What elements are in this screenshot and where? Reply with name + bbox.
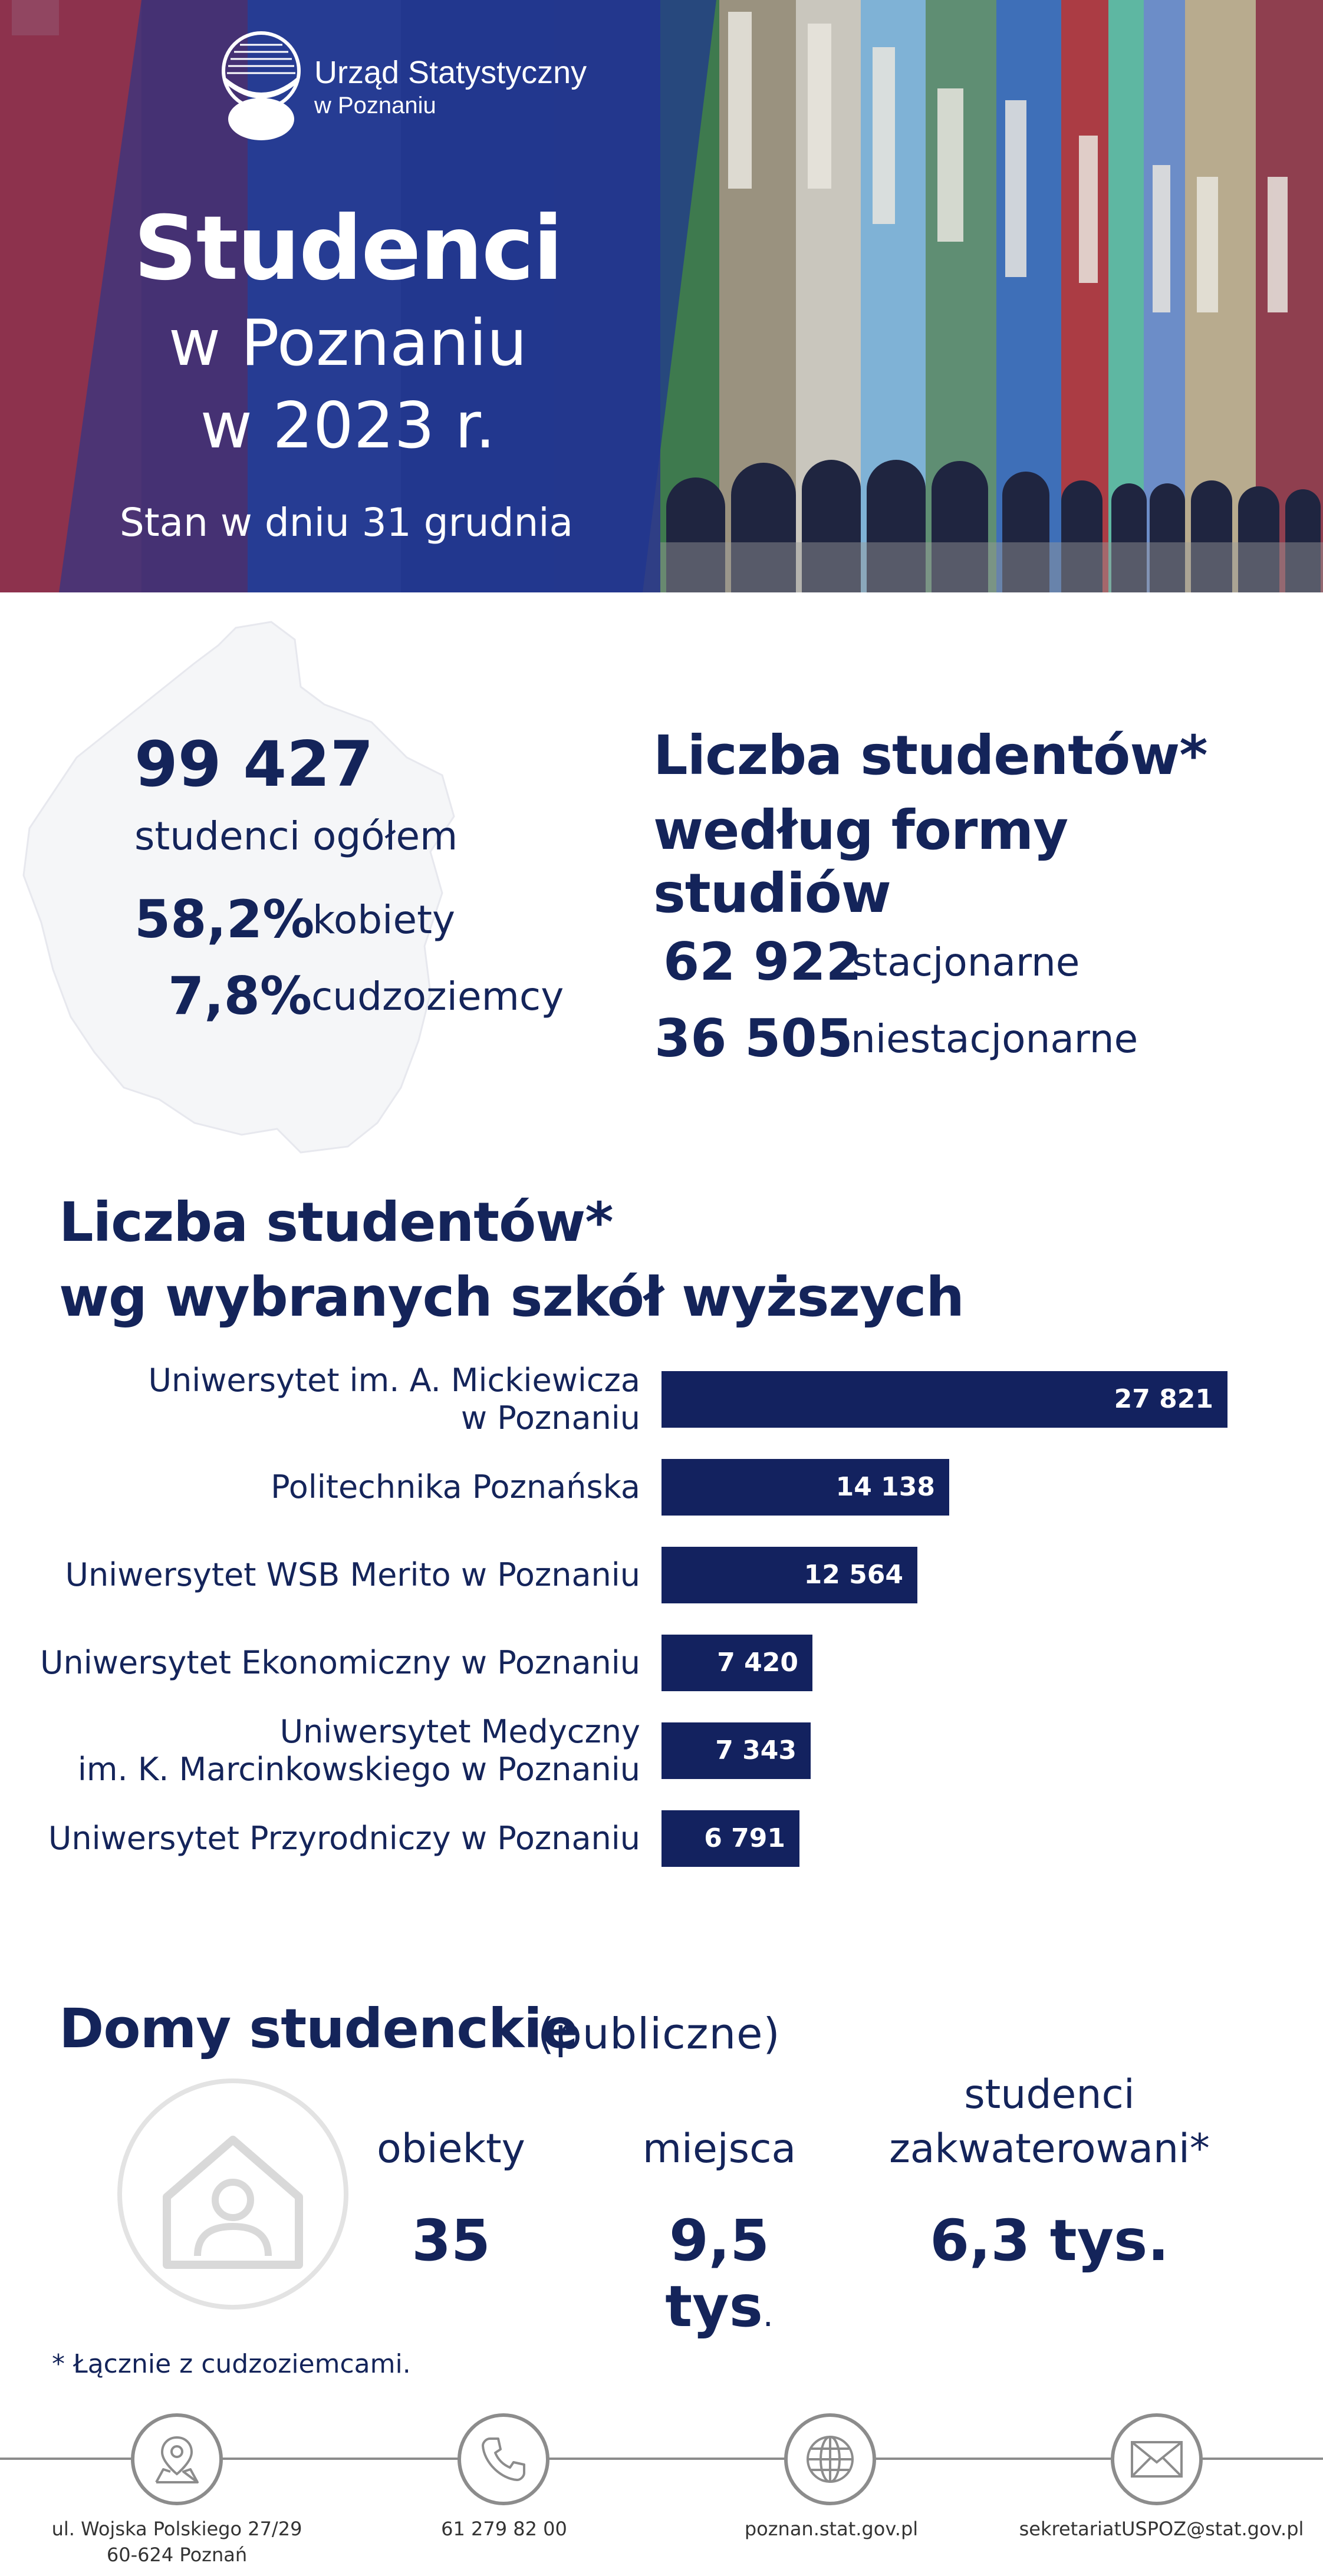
- logo-line2: w Poznaniu: [314, 93, 436, 118]
- dorm-objects-value: 35: [412, 2208, 491, 2274]
- bar-category-label: [78, 1713, 640, 1788]
- footer-phone: 61 279 82 00: [441, 2518, 567, 2540]
- bar-value-label: 12 564: [804, 1560, 903, 1590]
- footnote: * Łącznie z cudzoziemcami.: [52, 2349, 411, 2379]
- bar-mark: [662, 1371, 1227, 1428]
- dorms-heading: Domy studenckie: [59, 1997, 578, 2060]
- date-note: Stan w dniu 31 grudnia: [119, 500, 574, 545]
- bar-category-label-line: Uniwersytet Medyczny: [279, 1713, 640, 1750]
- fulltime-label: stacjonarne: [852, 940, 1080, 985]
- bar-category-label: [40, 1644, 640, 1682]
- bar-category-label-line: Uniwersytet Przyrodniczy w Poznaniu: [48, 1820, 640, 1857]
- globe-icon: [802, 2431, 858, 2488]
- page-subtitle-city: w Poznaniu: [168, 307, 528, 380]
- bar-category-label-line: w Poznaniu: [460, 1399, 640, 1437]
- dorm-students-label-line1: studenci: [964, 2071, 1135, 2118]
- page-title: Studenci: [133, 197, 562, 300]
- phone-icon: [477, 2433, 530, 2486]
- mail-badge: [1111, 2413, 1203, 2505]
- bar-category-label-line: im. K. Marcinkowskiego w Poznaniu: [77, 1751, 640, 1788]
- web-badge: [784, 2413, 876, 2505]
- women-share-label: kobiety: [312, 897, 456, 943]
- footer-address: [35, 2516, 318, 2568]
- statistics-office-logo: [221, 31, 587, 143]
- logo-line1: Urząd Statystyczny: [314, 55, 587, 90]
- bar-mark: [662, 1810, 799, 1867]
- envelope-icon: [1128, 2439, 1185, 2480]
- dorm-students-label-line2: zakwaterowani*: [889, 2126, 1210, 2172]
- bar-mark: [662, 1722, 811, 1779]
- total-students-value: 99 427: [134, 728, 374, 801]
- dorm-students-value: 6,3 tys.: [930, 2208, 1169, 2274]
- map-pin-icon: [150, 2433, 203, 2486]
- bar-category-label: [149, 1362, 641, 1437]
- bar-value-label: 7 420: [717, 1648, 798, 1678]
- bar-value-label: 6 791: [704, 1823, 785, 1853]
- parttime-value: 36 505: [654, 1008, 853, 1069]
- bar-mark: [662, 1459, 949, 1516]
- women-share-value: 58,2%: [134, 889, 315, 950]
- study-form-heading-line2: według formy studiów: [653, 799, 1068, 925]
- bar-mark: [662, 1547, 917, 1603]
- footer-address-line2: 60-624 Poznań: [106, 2544, 248, 2566]
- bar-category-label-line: Uniwersytet WSB Merito w Poznaniu: [65, 1556, 640, 1593]
- address-badge: [131, 2413, 223, 2505]
- foreigners-share-label: cudzoziemcy: [311, 974, 564, 1019]
- bar-value-label: 27 821: [1114, 1384, 1213, 1414]
- page-subtitle-year: w 2023 r.: [200, 389, 496, 463]
- dorm-places-number: 9,5 tys: [665, 2208, 770, 2340]
- bar-category-label-line: Uniwersytet im. A. Mickiewicza: [148, 1362, 640, 1399]
- hero-banner: [0, 0, 1323, 592]
- footer-address-line1: ul. Wojska Polskiego 27/29: [51, 2518, 302, 2540]
- dorm-places-value: [619, 2208, 820, 2340]
- foreigners-share-value: 7,8%: [168, 966, 312, 1026]
- schools-heading-line2: wg wybranych szkół wyższych: [59, 1266, 964, 1329]
- dorms-heading-suffix: (publiczne): [538, 2009, 781, 2058]
- bar-category-label-line: Politechnika Poznańska: [271, 1468, 640, 1506]
- poznan-map-silhouette-icon: [18, 616, 466, 1158]
- dorm-objects-label: obiekty: [377, 2126, 525, 2172]
- fulltime-value: 62 922: [663, 931, 862, 992]
- dorm-places-dot: .: [762, 2296, 774, 2334]
- total-students-label: studenci ogółem: [134, 813, 458, 859]
- bar-category-label-line: Uniwersytet Ekonomiczny w Poznaniu: [40, 1644, 640, 1681]
- bar-category-label: [271, 1468, 640, 1506]
- dorm-places-label: miejsca: [642, 2126, 797, 2172]
- study-form-heading-line1: Liczba studentów*: [653, 724, 1207, 787]
- bar-mark: [662, 1635, 812, 1691]
- house-person-icon: [115, 2076, 351, 2312]
- bar-value-label: 14 138: [835, 1472, 935, 1502]
- footer-email[interactable]: sekretariatUSPOZ@stat.gov.pl: [1019, 2518, 1304, 2540]
- parttime-label: niestacjonarne: [851, 1016, 1138, 1062]
- bar-category-label: [65, 1556, 640, 1594]
- schools-heading-line1: Liczba studentów*: [59, 1191, 613, 1254]
- bar-value-label: 7 343: [715, 1735, 797, 1765]
- bar-category-label: [48, 1820, 640, 1857]
- statistics-office-logo-icon: [221, 31, 301, 143]
- phone-badge: [458, 2413, 549, 2505]
- footer-website[interactable]: poznan.stat.gov.pl: [744, 2518, 919, 2540]
